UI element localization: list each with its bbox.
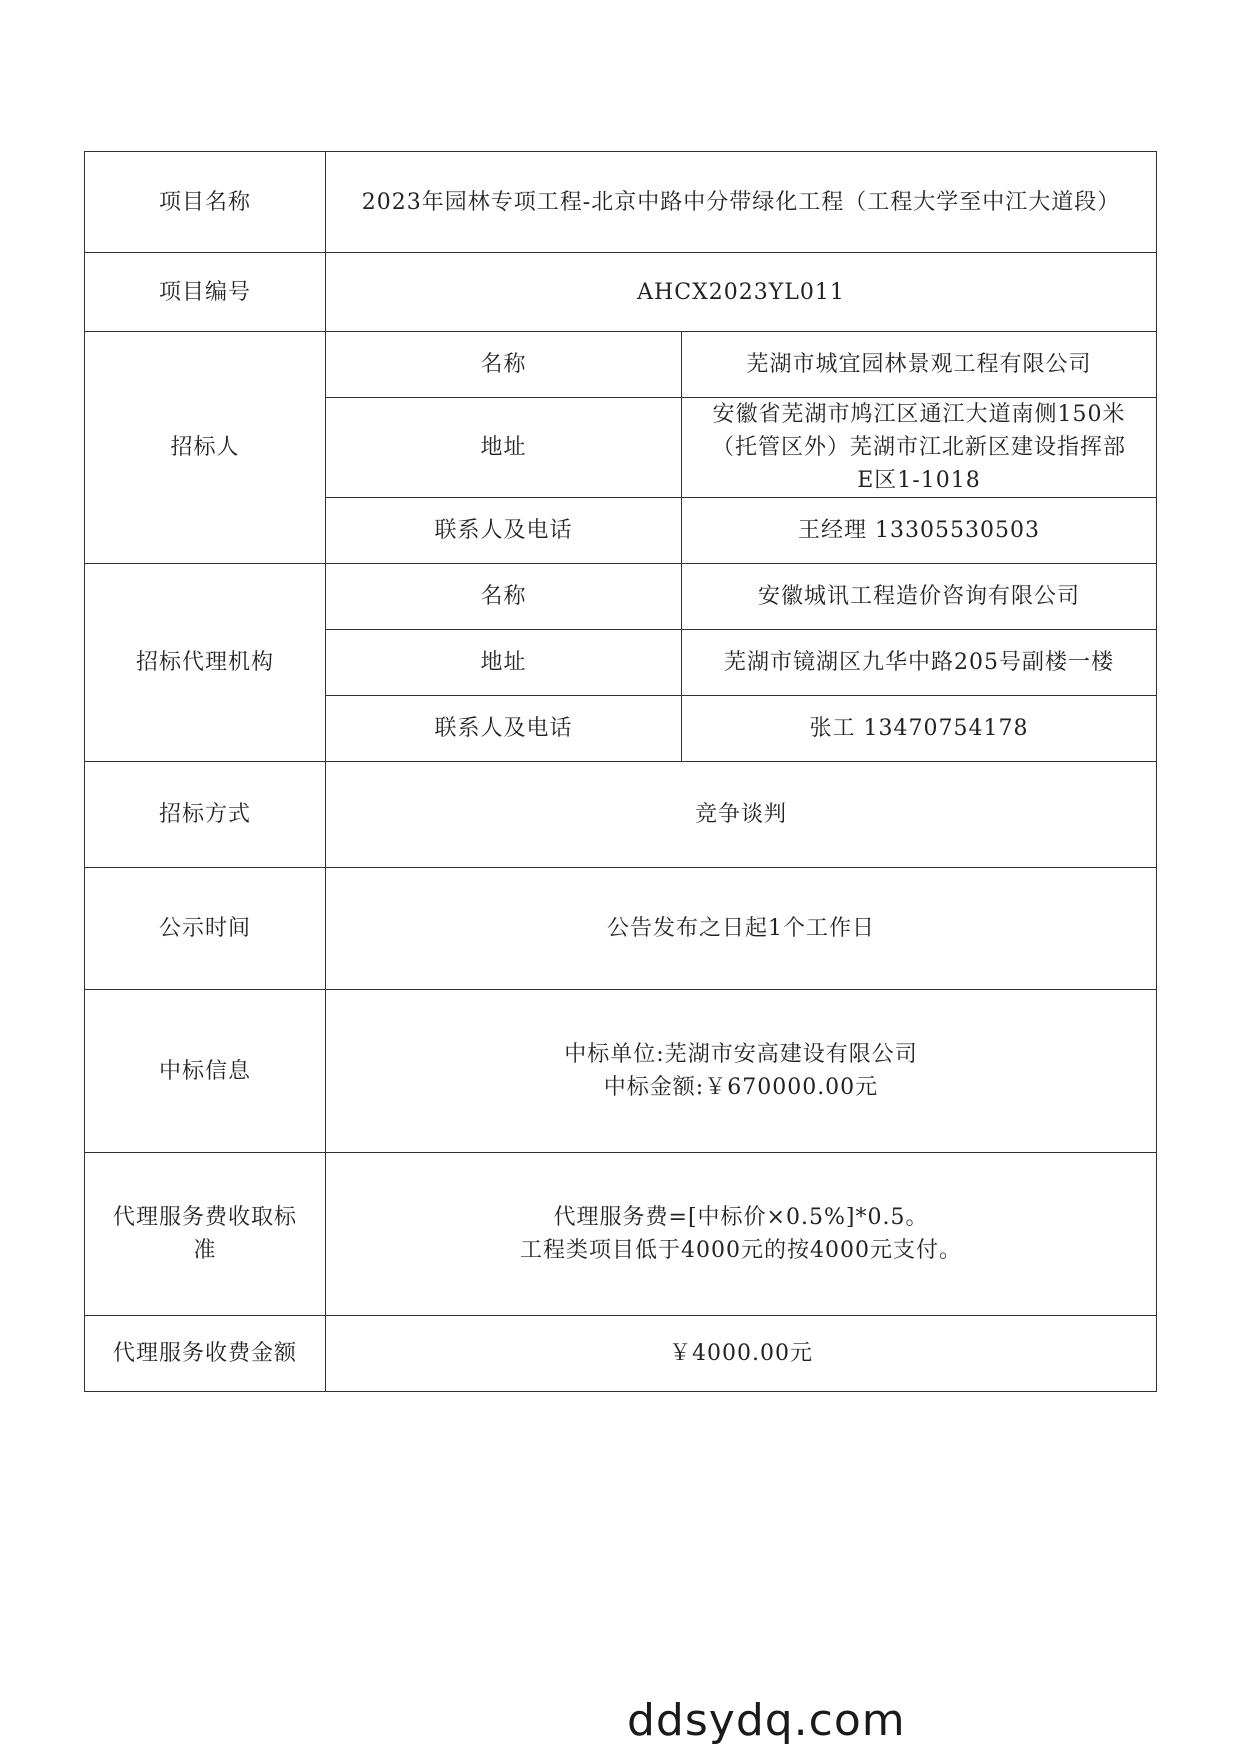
agency-address-label: 地址 bbox=[326, 630, 682, 696]
site-watermark: ddsydq.com bbox=[627, 1695, 906, 1746]
project-code-label: 项目编号 bbox=[85, 253, 326, 332]
tenderer-address-label: 地址 bbox=[326, 398, 682, 498]
row-publicity bbox=[85, 868, 1157, 990]
agency-contact-label: 联系人及电话 bbox=[326, 696, 682, 762]
agency-address-value: 芜湖市镜湖区九华中路205号副楼一楼 bbox=[682, 630, 1157, 696]
row-method bbox=[85, 762, 1157, 868]
row-agency-name bbox=[85, 564, 1157, 630]
award-winner: 中标单位:芜湖市安高建设有限公司 bbox=[564, 1042, 918, 1067]
tenderer-address-line: （托管区外）芜湖市江北新区建设指挥部 bbox=[711, 435, 1126, 460]
award-label: 中标信息 bbox=[85, 990, 326, 1153]
tenderer-name-label: 名称 bbox=[326, 332, 682, 398]
row-award bbox=[85, 990, 1157, 1153]
fee-standard-label-line: 代理服务费收取标 bbox=[112, 1205, 297, 1230]
agency-contact-value: 张工 13470754178 bbox=[682, 696, 1157, 762]
project-name-value: 2023年园林专项工程-北京中路中分带绿化工程（工程大学至中江大道段） bbox=[326, 152, 1157, 253]
fee-standard-label bbox=[85, 1153, 326, 1316]
row-project-name bbox=[85, 152, 1157, 253]
fee-standard-value bbox=[326, 1153, 1157, 1316]
method-label: 招标方式 bbox=[85, 762, 326, 868]
tenderer-label: 招标人 bbox=[85, 332, 326, 564]
fee-standard-label-line: 准 bbox=[193, 1238, 217, 1263]
row-fee-amount bbox=[85, 1316, 1157, 1392]
agency-name-value: 安徽城讯工程造价咨询有限公司 bbox=[682, 564, 1157, 630]
method-value: 竞争谈判 bbox=[326, 762, 1157, 868]
tenderer-address-line: E区1-1018 bbox=[857, 468, 981, 493]
fee-minimum: 工程类项目低于4000元的按4000元支付。 bbox=[520, 1238, 962, 1263]
publicity-value: 公告发布之日起1个工作日 bbox=[326, 868, 1157, 990]
fee-formula: 代理服务费=[中标价×0.5%]*0.5。 bbox=[553, 1205, 929, 1230]
tenderer-contact-label: 联系人及电话 bbox=[326, 498, 682, 564]
tenderer-name-value: 芜湖市城宜园林景观工程有限公司 bbox=[682, 332, 1157, 398]
row-project-code bbox=[85, 253, 1157, 332]
tenderer-address-value bbox=[682, 398, 1157, 498]
row-tenderer-name bbox=[85, 332, 1157, 398]
tenderer-address-line: 安徽省芜湖市鸠江区通江大道南侧150米 bbox=[712, 402, 1126, 427]
award-amount: 中标金额:￥670000.00元 bbox=[603, 1075, 879, 1100]
fee-amount-label: 代理服务收费金额 bbox=[85, 1316, 326, 1392]
publicity-label: 公示时间 bbox=[85, 868, 326, 990]
tenderer-contact-value: 王经理 13305530503 bbox=[682, 498, 1157, 564]
project-code-value: AHCX2023YL011 bbox=[326, 253, 1157, 332]
project-name-label: 项目名称 bbox=[85, 152, 326, 253]
fee-amount-value: ￥4000.00元 bbox=[326, 1316, 1157, 1392]
agency-label: 招标代理机构 bbox=[85, 564, 326, 762]
row-fee-standard bbox=[85, 1153, 1157, 1316]
award-notice-table bbox=[84, 151, 1157, 1392]
award-value bbox=[326, 990, 1157, 1153]
agency-name-label: 名称 bbox=[326, 564, 682, 630]
